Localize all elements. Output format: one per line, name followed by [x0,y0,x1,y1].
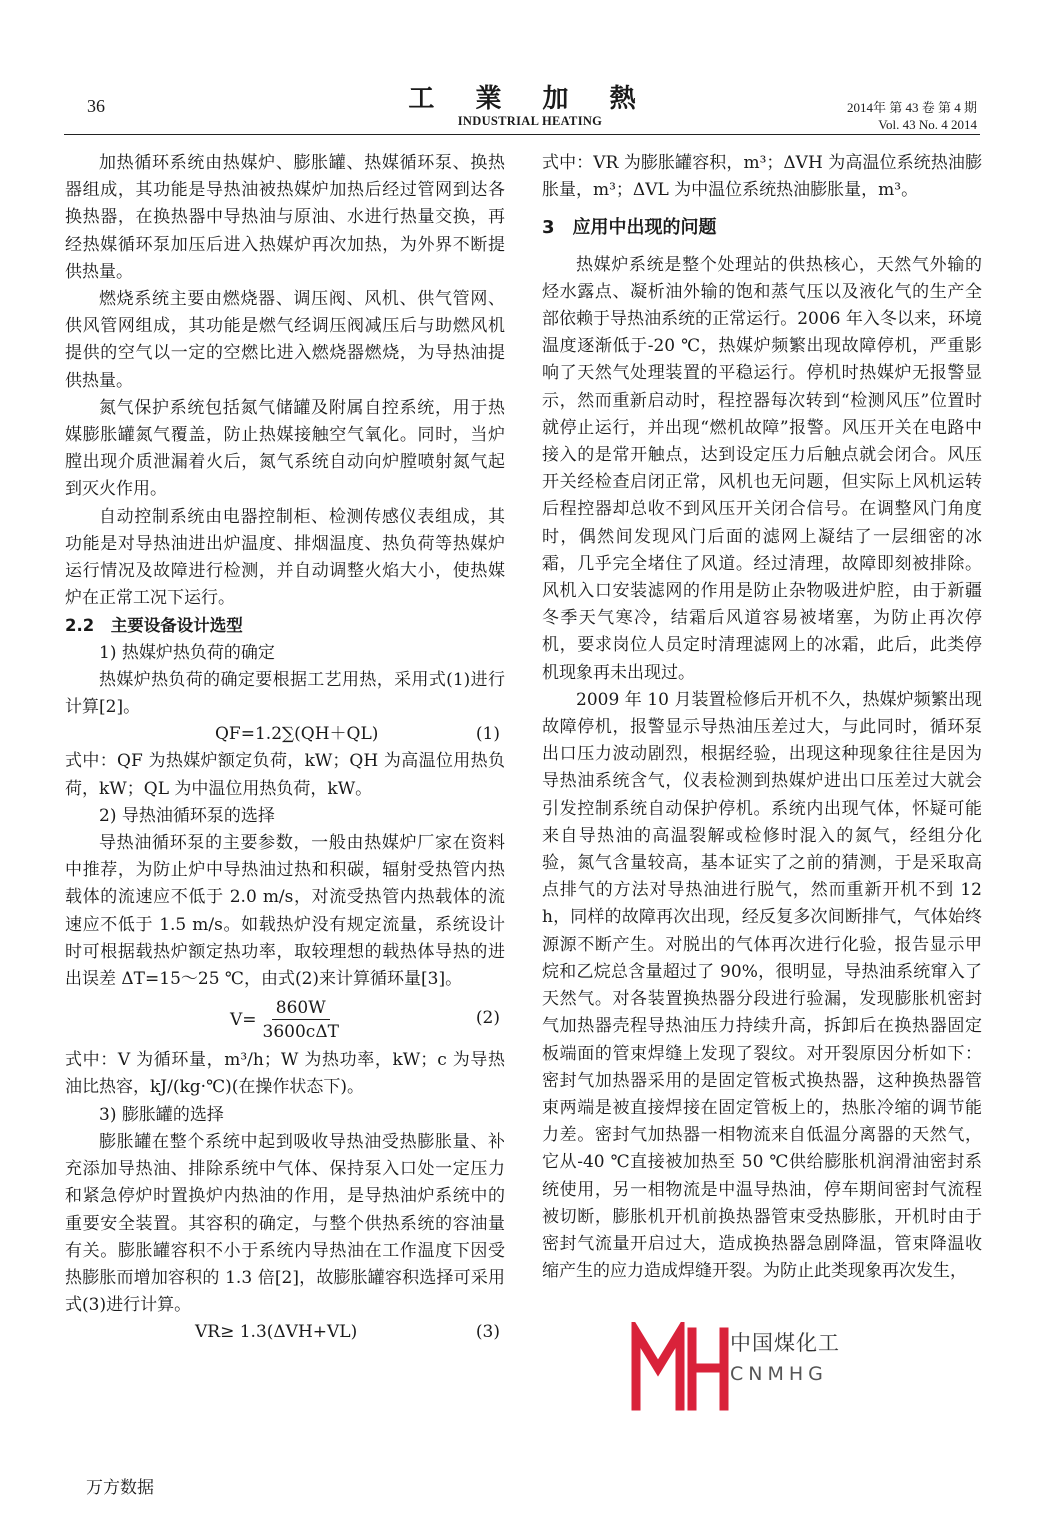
section-heading-3: 3 应用中出现的问题 [542,217,717,239]
paragraph: 热媒炉系统是整个处理站的供热核心，天然气外输的烃水露点、凝析油外输的饱和蒸气压以及液化气的生产全部依赖于导热油系统的正常运行。2006 年入冬以来，环境温度逐渐低于-20 ℃，热媒炉频繁出现故障停机，严重影响了天然气处理装置的平稳运行。停机时热媒炉无报警显示，然而重新启动时，程控器每次转到“检测风压”位置时就停止运行，并出现“燃机故障”报警。风压开关在电路中接入的是常开触点，达到设定压力后触点就会闭合。风压开关经检查启闭正常，风机也无问题，但实际上风机运转后程控器却总收不到风压开关闭合信号。在调整风门角度时，偶然间发现风门后面的滤网上凝结了一层细密的冰霜，几乎完全堵住了风道。经过清理，故障即刻被排除。风机入口安装滤网的作用是防止杂物吸进炉腔，由于新疆冬季天气寒冷，结霜后风道容易被堵塞，为防止再次停机，要求岗位人员定时清理滤网上的冰霜，此后，此类停机现象再未出现过。 [542,254,982,683]
watermark-text [730,1327,840,1385]
subheading: 1) 热媒炉热负荷的确定 [99,642,275,663]
equation-3-number: (3) [475,1322,500,1343]
issue-cn: 2014年 第 43 卷 第 4 期 [846,100,977,115]
journal-title-cn: 工 業 加 熱 [408,84,652,114]
equation-1-body: QF=1.2∑(QH＋QL) [215,724,379,745]
journal-masthead [380,84,680,129]
equation-1 [65,721,505,748]
paragraph: 加热循环系统由热媒炉、膨胀罐、热媒循环泵、换热器组成，其功能是导热油被热媒炉加热后经过管网到达各换热器，在换热器中导热油与原油、水进行热量交换，再经热媒循环泵加压后进入热媒炉再次加热，为外界不断提供热量。 [65,153,505,282]
paragraph: 氮气保护系统包括氮气储罐及附属自控系统，用于热媒膨胀罐氮气覆盖，防止热媒接触空气氧化。同时，当炉膛出现介质泄漏着火后，氮气系统自动向炉膛喷射氮气起到灭火作用。 [65,397,505,500]
equation-2-fraction [259,997,343,1044]
equation-2-denominator: 3600cΔT [262,1022,339,1043]
paragraph: 2009 年 10 月装置检修后开机不久，热媒炉频繁出现故障停机，报警显示导热油压差过大，与此同时，循环泵出口压力波动剧烈，根据经验，出现这种现象往往是因为导热油系统含气，仪表检测到热媒炉进出口压差过大就会引发控制系统自动保护停机。系统内出现气体，怀疑可能来自导热油的高温裂解或检修时混入的氮气，经组分化验，氮气含量较高，基本证实了之前的猜测，于是采取高点排气的方法对导热油进行脱气，然而重新开机不到 12 h，同样的故障再次出现，经反复多次间断排气，气体始终源源不断产生。对脱出的气体再次进行化验，报告显示甲烷和乙烷总含量超过了 90%，很明显，导热油系统窜入了天然气。对各装置换热器分段进行验漏，发现膨胀机密封气加热器壳程导热油压力持续升高，拆卸后在换热器固定板端面的管束焊缝上发现了裂纹。对开裂原因分析如下：密封气加热器采用的是固定管板式换热器，这种换热器管束两端是被直接焊接在固定管板上的，热胀冷缩的调节能力差。密封气加热器一相物流来自低温分离器的天然气，它从-40 ℃直接被加热至 50 ℃供给膨胀机润滑油密封系统使用，另一相物流是中温导热油，停车期间密封气流程被切断，膨胀机开机前换热器管束受热膨胀，开机时由于密封气流量开启过大，造成换热器急剧降温，管束降温收缩产生的应力造成焊缝开裂。为防止此类现象再次发生， [542,689,982,1282]
equation-3-body: VR≥ 1.3(ΔVH+VL) [195,1322,358,1343]
equation-2-lhs: V= [230,1010,257,1031]
left-column [65,150,505,1347]
header-rule [64,134,980,135]
issue-en: Vol. 43 No. 4 2014 [878,117,977,132]
footer-source: 万方数据 [86,1478,154,1498]
equation-2 [65,993,505,1047]
paragraph: 热媒炉热负荷的确定要根据工艺用热，采用式(1)进行计算[2]。 [65,669,505,718]
paragraph: 膨胀罐在整个系统中起到吸收导热油受热膨胀量、补充添加导热油、排除系统中气体、保持泵入口处一定压力和紧急停炉时置换炉内热油的作用，是导热油炉系统中的重要安全装置。其容积的确定，与整个供热系统的容油量有关。膨胀罐容积不小于系统内导热油在工作温度下因受热膨胀而增加容积的 1.3 倍[2]，故膨胀罐容积选择可采用式(3)进行计算。 [65,1131,505,1316]
subheading: 2) 导热油循环泵的选择 [99,805,275,826]
equation-2-numerator: 860W [272,997,330,1020]
journal-title-en: INDUSTRIAL HEATING [457,114,603,128]
watermark-en: CNMHG [730,1363,840,1385]
subheading: 3) 膨胀罐的选择 [99,1104,224,1125]
equation-1-number: (1) [475,724,500,745]
equation-2-number: (2) [475,1008,500,1029]
paragraph: 式中：VR 为膨胀罐容积，m³；ΔVH 为高温位系统热油膨胀量，m³；ΔVL 为中温位系统热油膨胀量，m³。 [542,153,982,201]
paragraph: 自动控制系统由电器控制柜、检测传感仪表组成，其功能是对导热油进出炉温度、排烟温度、热负荷等热媒炉运行情况及故障进行检测，并自动调整火焰大小，使热媒炉在正常工况下运行。 [65,506,505,609]
paragraph: 式中：V 为循环量，m³/h；W 为热功率，kW；c 为导热油比热容，kJ/(kg·℃)(在操作状态下)。 [65,1050,505,1098]
right-column [542,150,982,1285]
equation-2-body [230,997,343,1044]
issue-info [847,99,977,133]
watermark-cn: 中国煤化工 [730,1327,840,1357]
equation-3 [65,1319,505,1346]
page-number: 36 [87,96,105,116]
paragraph: 燃烧系统主要由燃烧器、调压阀、风机、供气管网、供风管网组成，其功能是燃气经调压阀减压后与助燃风机提供的空气以一定的空燃比进入燃烧器燃烧，为导热油提供热量。 [65,289,505,391]
paragraph: 式中：QF 为热媒炉额定负荷，kW；QH 为高温位用热负荷，kW；QL 为中温位用热负荷，kW。 [65,751,505,799]
paragraph: 导热油循环泵的主要参数，一般由热媒炉厂家在资料中推荐，为防止炉中导热油过热和积碳，辐射受热管内热载体的流速应不低于 2.0 m/s，对流受热管内热载体的流速应不低于 1.5 m/s。如载热炉没有规定流量，系统设计时可根据载热炉额定热功率，取较理想的载热体导热的进出误差 ΔT=15～25 ℃，由式(2)来计算循环量[3]。 [65,833,505,990]
section-heading-2-2: 2.2 主要设备设计选型 [65,616,243,636]
